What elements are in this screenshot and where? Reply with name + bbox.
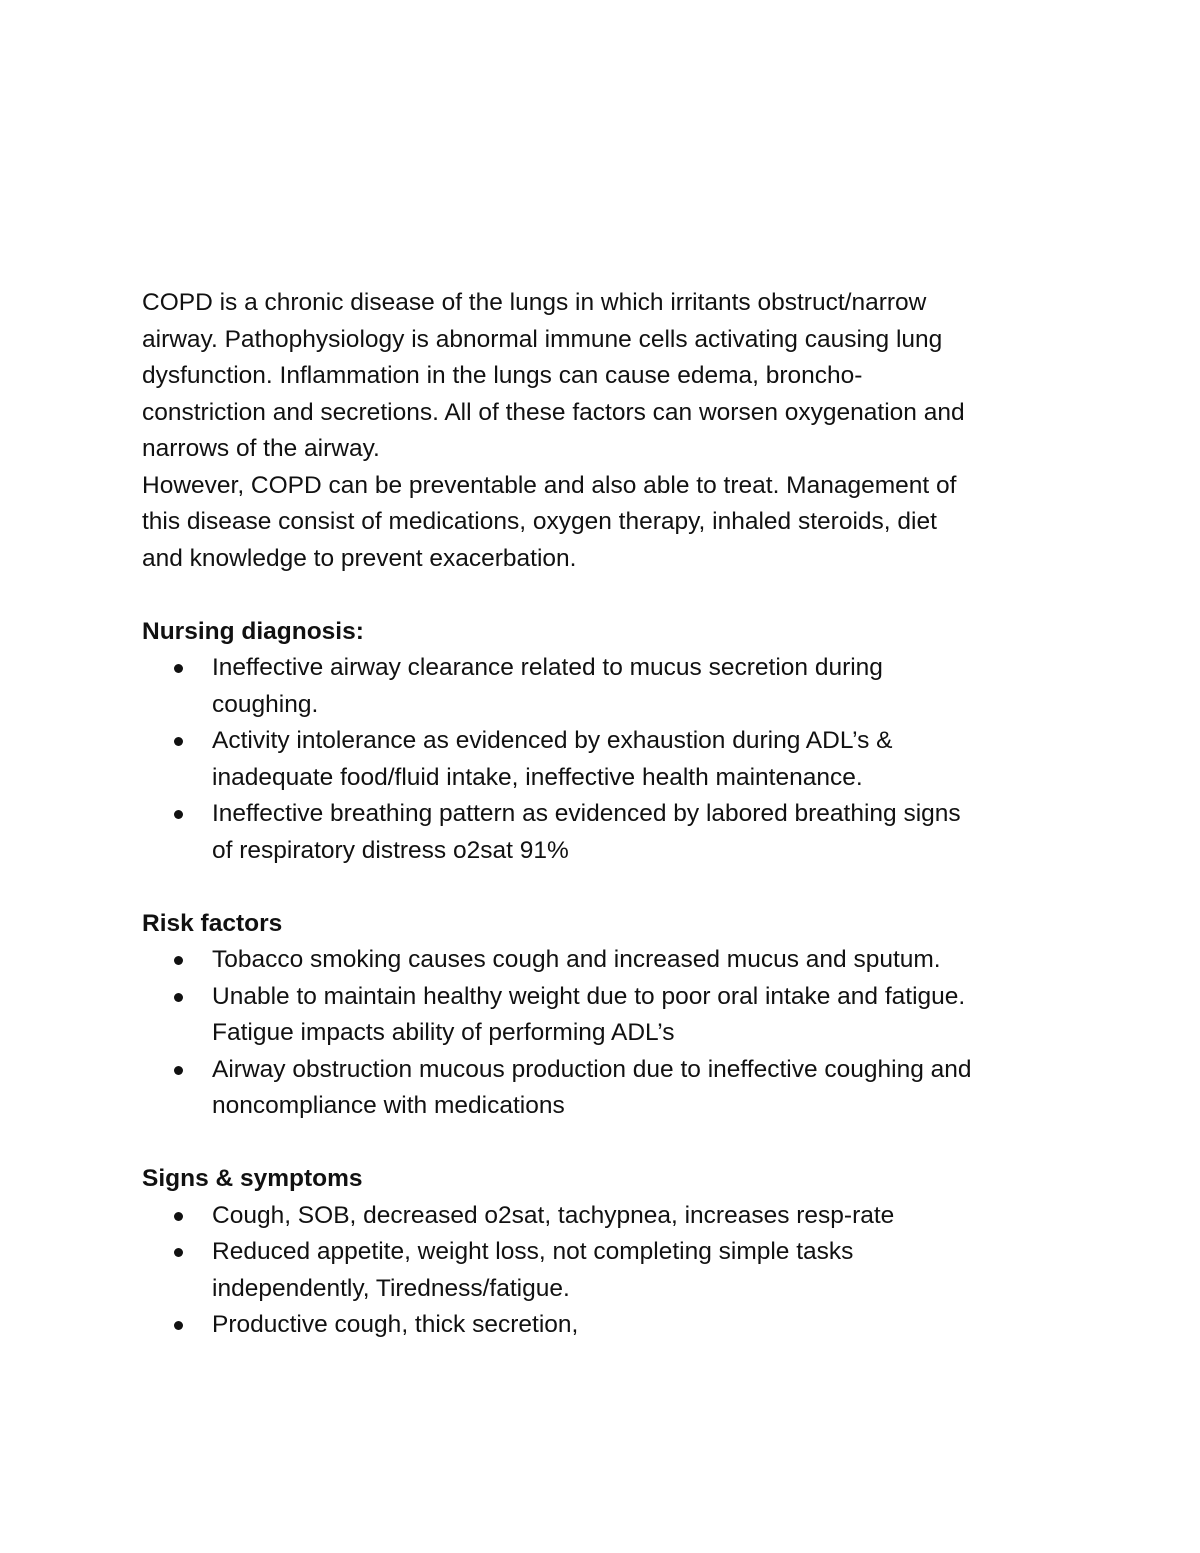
list-item-line: of respiratory distress o2sat 91%	[212, 836, 569, 864]
section-spacer	[142, 577, 1082, 614]
list-item-line: Unable to maintain healthy weight due to poor oral intake and fatigue.	[212, 982, 966, 1010]
intro-paragraph	[142, 285, 1082, 577]
list-item	[142, 1307, 1082, 1344]
intro-line: COPD is a chronic disease of the lungs in which irritants obstruct/narrow	[142, 289, 927, 316]
section-heading: Signs & symptoms	[142, 1165, 363, 1192]
bullet-icon	[174, 1066, 183, 1075]
bullet-icon	[174, 993, 183, 1002]
list-item	[142, 1052, 1082, 1125]
nursing-diagnosis-section	[142, 614, 1082, 870]
list-item	[142, 796, 1082, 869]
list-item	[142, 1198, 1082, 1235]
intro-line: this disease consist of medications, oxygen therapy, inhaled steroids, diet	[142, 508, 937, 535]
list-item-line: inadequate food/fluid intake, ineffective health maintenance.	[212, 763, 863, 791]
risk-factors-section	[142, 906, 1082, 1125]
list-item-line: Cough, SOB, decreased o2sat, tachypnea, increases resp-rate	[212, 1201, 895, 1229]
bullet-icon	[174, 1321, 183, 1330]
list-item-line: Airway obstruction mucous production due to ineffective coughing and	[212, 1055, 972, 1083]
intro-line: narrows of the airway.	[142, 435, 380, 462]
list-item-line: Productive cough, thick secretion,	[212, 1311, 579, 1338]
bullet-icon	[174, 664, 183, 673]
section-spacer	[142, 1125, 1082, 1162]
bullet-icon	[174, 737, 183, 746]
bullet-list	[142, 650, 1082, 869]
list-item	[142, 723, 1082, 796]
list-item-line: independently, Tiredness/fatigue.	[212, 1274, 570, 1302]
intro-line: constriction and secretions. All of these factors can worsen oxygenation and	[142, 398, 965, 426]
section-spacer	[142, 869, 1082, 906]
list-item-line: Fatigue impacts ability of performing ADL’s	[212, 1019, 675, 1046]
bullet-list	[142, 942, 1082, 1125]
list-item	[142, 650, 1082, 723]
bullet-list	[142, 1198, 1082, 1344]
signs-symptoms-section	[142, 1161, 1082, 1344]
document-content	[142, 285, 1082, 1344]
section-heading: Risk factors	[142, 909, 283, 937]
list-item	[142, 979, 1082, 1052]
intro-line: and knowledge to prevent exacerbation.	[142, 544, 577, 572]
list-item	[142, 1234, 1082, 1307]
list-item-line: Ineffective airway clearance related to mucus secretion during	[212, 654, 883, 681]
list-item-line: coughing.	[212, 690, 319, 718]
section-heading: Nursing diagnosis:	[142, 617, 364, 645]
bullet-icon	[174, 956, 183, 965]
intro-line: dysfunction. Inflammation in the lungs can cause edema, broncho-	[142, 362, 863, 389]
list-item-line: noncompliance with medications	[212, 1092, 565, 1119]
list-item	[142, 942, 1082, 979]
bullet-icon	[174, 810, 183, 819]
list-item-line: Tobacco smoking causes cough and increased mucus and sputum.	[212, 946, 941, 973]
bullet-icon	[174, 1212, 183, 1221]
intro-line: airway. Pathophysiology is abnormal immune cells activating causing lung	[142, 325, 943, 353]
list-item-line: Ineffective breathing pattern as evidenced by labored breathing signs	[212, 800, 961, 827]
list-item-line: Activity intolerance as evidenced by exhaustion during ADL’s &	[212, 727, 893, 754]
intro-line: However, COPD can be preventable and also able to treat. Management of	[142, 471, 957, 499]
list-item-line: Reduced appetite, weight loss, not completing simple tasks	[212, 1238, 854, 1265]
bullet-icon	[174, 1248, 183, 1257]
